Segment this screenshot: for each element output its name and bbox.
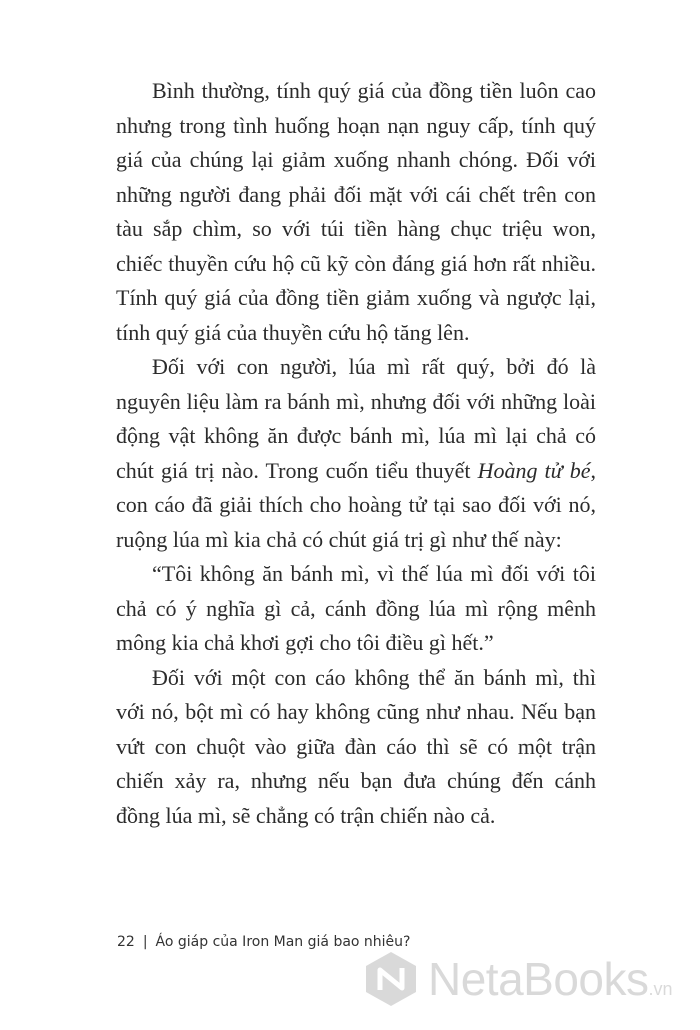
- quote-paragraph: “Tôi không ăn bánh mì, vì thế lúa mì đối với tôi chả có ý nghĩa gì cả, cánh đồng lúa mì rộng mênh mông kia chả khơi gợi cho tôi điều gì hết.”: [116, 561, 596, 655]
- paragraph-2-text-end: , con cáo đã giải thích cho hoàng tử tại sao đối với nó, ruộng lúa mì kia chả có chút giá trị gì như thế này:: [116, 457, 597, 552]
- netabooks-logo-icon: [362, 950, 420, 1008]
- watermark-brand: NetaBooks: [428, 953, 649, 1005]
- paragraph-2: [116, 350, 596, 557]
- paragraph-4: Đối với một con cáo không thể ăn bánh mì, thì với nó, bột mì có hay không cũng như nhau. Nếu bạn vứt con chuột vào giữa đàn cáo thì sẽ có một trận chiến xảy ra, nhưng nếu bạn đưa chúng đến cánh đồng lúa mì, sẽ chẳng có trận chiến nào cả.: [116, 664, 596, 828]
- page-number: 22: [117, 934, 135, 950]
- paragraph-2-text-start: Đối với con người, lúa mì rất quý, bởi đó là nguyên liệu làm ra bánh mì, nhưng đối với những loài động vật không ăn được bánh mì, lúa mì lại chả có chút giá trị nào. Trong cuốn tiểu thuyết: [116, 354, 596, 483]
- book-title-italic: Hoàng tử bé: [477, 457, 591, 483]
- watermark-suffix: .vn: [648, 979, 673, 999]
- watermark: [362, 944, 673, 1014]
- running-book-title: Áo giáp của Iron Man giá bao nhiêu?: [155, 934, 411, 950]
- paragraph-1: Bình thường, tính quý giá của đồng tiền luôn cao nhưng trong tình huống hoạn nạn nguy cấp, tính quý giá của chúng lại giảm xuống nhanh chóng. Đối với những người đang phải đối mặt với cái chết trên con tàu sắp chìm, so với túi tiền hàng chục triệu won, chiếc thuyền cứu hộ cũ kỹ còn đáng giá hơn rất nhiều. Tính quý giá của đồng tiền giảm xuống và ngược lại, tính quý giá của thuyền cứu hộ tăng lên.: [116, 78, 596, 345]
- footer-separator: |: [142, 934, 148, 950]
- page-body: [116, 74, 596, 833]
